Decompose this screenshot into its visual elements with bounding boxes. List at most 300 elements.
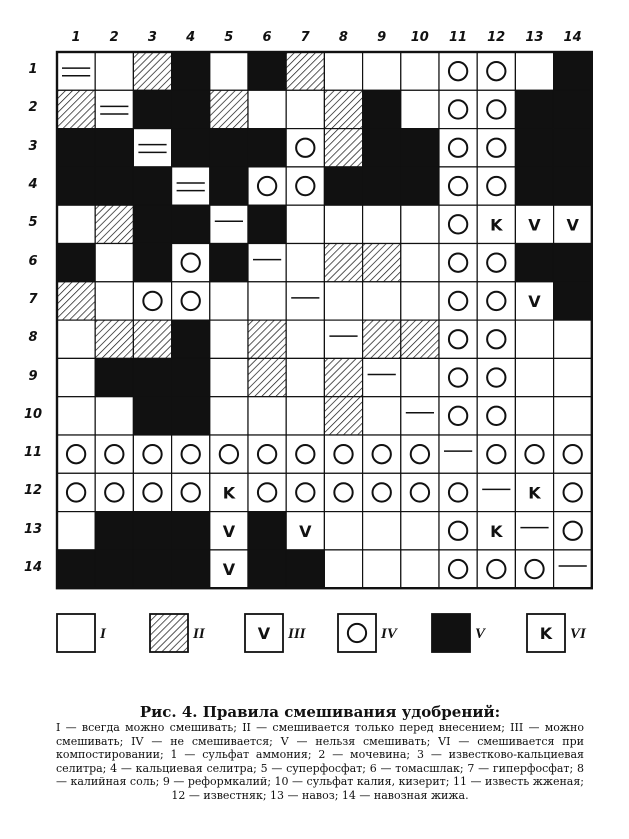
black-fill [286,550,324,588]
matrix-cell [57,205,95,243]
matrix-cell [286,473,324,511]
matrix-cell [133,512,171,550]
black-fill [133,512,171,550]
black-fill [133,205,171,243]
black-fill [57,167,95,205]
column-header: 6 [262,30,272,45]
matrix-cell [363,90,401,128]
matrix-cell [248,512,286,550]
matrix-cell [172,435,210,473]
black-fill [363,90,401,128]
row-header: 10 [23,406,43,422]
matrix-cell [554,320,592,358]
matrix-cell [401,397,439,435]
matrix-cell [554,473,592,511]
legend-swatch [245,614,283,652]
black-fill [515,90,553,128]
matrix-cell [248,129,286,167]
hatch-fill [210,90,248,128]
matrix-cell [477,282,515,320]
black-fill [248,550,286,588]
black-fill [515,167,553,205]
matrix-cell [401,90,439,128]
matrix-cell [172,282,210,320]
black-fill [401,167,439,205]
row-header: 14 [23,560,43,576]
matrix-cell [133,435,171,473]
matrix-cell [477,435,515,473]
matrix-cell [286,358,324,396]
matrix-cell [248,397,286,435]
column-header: 10 [410,30,429,45]
matrix-cell [439,129,477,167]
matrix-cell [401,320,439,358]
black-fill [172,129,210,167]
matrix-cell [286,244,324,282]
matrix-cell [439,435,477,473]
matrix-cell [210,167,248,205]
black-fill [363,129,401,167]
k-symbol: K [528,483,541,503]
matrix-cell [133,358,171,396]
matrix-cell [515,167,553,205]
matrix-cell [363,320,401,358]
matrix-cell [363,52,401,90]
matrix-cell [515,358,553,396]
matrix-cell [515,397,553,435]
legend-swatch [150,614,188,652]
matrix-cell [172,244,210,282]
matrix-cell [401,167,439,205]
black-fill [95,167,133,205]
hatch-fill [57,282,95,320]
matrix-cell [172,512,210,550]
matrix-cell [363,512,401,550]
black-fill [95,129,133,167]
k-symbol: K [539,624,553,643]
matrix-cell [286,282,324,320]
black-fill [172,205,210,243]
black-fill [95,512,133,550]
legend-label: VI [570,626,586,642]
matrix-cell [554,90,592,128]
matrix-cell [554,397,592,435]
matrix-cell [363,244,401,282]
matrix-cell [286,435,324,473]
matrix-cell [133,397,171,435]
column-header: 2 [109,30,119,45]
matrix-cell [324,244,362,282]
matrix-cell [248,550,286,588]
matrix-cell [133,550,171,588]
matrix-cell [439,512,477,550]
black-fill [133,90,171,128]
legend-label: V [475,626,486,642]
figure-caption: Рис. 4. Правила смешивания удобрений: [139,703,501,721]
matrix-cell [248,358,286,396]
matrix-cell [286,512,324,550]
black-fill [210,129,248,167]
black-fill [515,129,553,167]
matrix-cell [286,129,324,167]
row-header: 9 [28,368,38,384]
matrix-cell [439,397,477,435]
matrix-cell [554,244,592,282]
matrix-cell [210,205,248,243]
hatch-fill [324,129,362,167]
legend-label: IV [381,626,397,642]
matrix-cell [133,129,171,167]
matrix-cell [57,167,95,205]
matrix-cell [324,397,362,435]
v-symbol: V [566,215,579,235]
matrix-cell [324,129,362,167]
black-fill [554,52,592,90]
black-fill [554,90,592,128]
matrix-cell [363,550,401,588]
black-fill [172,512,210,550]
matrix-cell [363,205,401,243]
matrix-cell [210,512,248,550]
legend-swatch [527,614,565,652]
matrix-cell [172,397,210,435]
matrix-cell [324,550,362,588]
matrix-cell [324,52,362,90]
column-header: 14 [563,30,582,45]
matrix-cell [286,320,324,358]
matrix-cell [133,320,171,358]
matrix-cell [95,512,133,550]
hatch-fill [324,397,362,435]
matrix-cell [515,473,553,511]
matrix-cell [286,550,324,588]
matrix-cell [57,52,95,90]
matrix-cell [439,320,477,358]
row-header: 3 [28,138,38,154]
black-fill [133,244,171,282]
matrix-cell [515,282,553,320]
matrix-cell [439,550,477,588]
matrix-cell [515,52,553,90]
matrix-cell [172,167,210,205]
row-header: 7 [28,291,38,307]
matrix-cell [57,397,95,435]
matrix-cell [554,167,592,205]
matrix-cell [95,167,133,205]
black-fill [133,397,171,435]
v-symbol: V [528,215,541,235]
matrix-cell [515,129,553,167]
matrix-cell [401,512,439,550]
matrix-cell [286,52,324,90]
legend-swatch [432,614,470,652]
hatch-fill [363,320,401,358]
matrix-cell [401,550,439,588]
matrix-cell [210,52,248,90]
v-symbol: V [222,560,236,580]
black-fill [95,550,133,588]
matrix-cell [172,90,210,128]
matrix-cell [324,435,362,473]
matrix-cell [515,90,553,128]
legend-swatch [338,614,376,652]
black-fill [210,167,248,205]
legend-label: I [100,626,106,642]
matrix-cell [286,167,324,205]
hatch-fill [324,90,362,128]
matrix-cell [57,129,95,167]
matrix-cell [248,320,286,358]
matrix-cell [133,52,171,90]
black-fill [95,358,133,396]
hatch-fill [286,52,324,90]
black-fill [57,129,95,167]
black-fill [172,52,210,90]
hatch-fill [401,320,439,358]
matrix-cell [57,512,95,550]
matrix-cell [324,358,362,396]
matrix-cell [554,512,592,550]
matrix-cell [57,435,95,473]
k-symbol: K [490,215,503,235]
matrix-cell [515,435,553,473]
row-header: 8 [28,330,38,346]
matrix-cell [286,205,324,243]
matrix-cell [57,550,95,588]
k-symbol: K [222,483,236,503]
black-fill [210,244,248,282]
column-header: 4 [186,30,196,45]
matrix-cell [439,205,477,243]
v-symbol: V [528,291,541,311]
hatch-fill [57,90,95,128]
matrix-cell [554,358,592,396]
black-fill [401,129,439,167]
matrix-cell [57,358,95,396]
hatch-fill [363,244,401,282]
matrix-cell [554,129,592,167]
black-fill [363,167,401,205]
matrix-cell [554,52,592,90]
matrix-cell [477,320,515,358]
matrix-cell [210,320,248,358]
matrix-cell [401,473,439,511]
black-fill [133,550,171,588]
matrix-cell [133,90,171,128]
figure-legend-text: I — всегда можно смешивать; II — смешивается только перед внесением; III — можно смешивать; IV — не смешивается; V — нельзя смешивать; VI — смешивается при компостировании; 1 — сульфат аммония; 2 — мочевина; 3 — известково-кальциевая селитра; 4 — кальциевая селитра; 5 — суперфосфат; 6 — томасшлак; 7 — гиперфосфат; 8 — калийная соль; 9 — реформкалий; 10 — сульфат калия, кизерит; 11 — известь жженая; 12 — известняк; 13 — навоз; 14 — навозная жижа. [56,721,584,802]
matrix-cell [477,52,515,90]
row-header: 4 [28,177,38,193]
matrix-cell [401,129,439,167]
column-header: 3 [147,30,157,45]
matrix-cell [401,244,439,282]
matrix-cell [401,435,439,473]
black-fill [432,614,470,652]
matrix-cell [210,473,248,511]
matrix-cell [210,435,248,473]
matrix-cell [515,244,553,282]
column-header: 9 [377,30,387,45]
column-header: 1 [71,30,81,45]
matrix-cell [477,473,515,511]
matrix-cell [324,90,362,128]
matrix-cell [515,205,553,243]
matrix-cell [210,550,248,588]
black-fill [515,244,553,282]
black-fill [57,244,95,282]
matrix-cell [172,473,210,511]
matrix-cell [57,90,95,128]
matrix-cell [95,205,133,243]
black-fill [554,244,592,282]
matrix-cell [324,473,362,511]
black-fill [133,167,171,205]
matrix-cell [172,52,210,90]
matrix-cell [439,244,477,282]
matrix-cell [57,244,95,282]
matrix-cell [133,282,171,320]
matrix-cell [554,282,592,320]
matrix-cell [95,52,133,90]
matrix-cell [477,244,515,282]
matrix-cell [95,435,133,473]
black-fill [172,90,210,128]
black-fill [248,205,286,243]
matrix-cell [172,550,210,588]
hatch-fill [150,614,188,652]
black-fill [172,397,210,435]
column-header: 13 [525,30,544,45]
matrix-cell [363,282,401,320]
matrix-cell [248,435,286,473]
matrix-cell [133,244,171,282]
matrix-cell [401,282,439,320]
matrix-cell [95,397,133,435]
matrix-cell [401,52,439,90]
matrix-cell [210,129,248,167]
legend-label: III [288,626,306,642]
legend-swatch [57,614,95,652]
black-fill [554,167,592,205]
black-fill [172,550,210,588]
matrix-cell [439,282,477,320]
black-fill [57,550,95,588]
matrix-cell [57,282,95,320]
matrix-cell [248,90,286,128]
black-fill [172,320,210,358]
v-symbol: V [299,521,312,541]
matrix-cell [363,435,401,473]
matrix-cell [439,90,477,128]
matrix-cell [401,358,439,396]
matrix-cell [324,167,362,205]
matrix-cell [95,90,133,128]
column-header: 8 [338,30,348,45]
matrix-cell [172,320,210,358]
matrix-cell [324,205,362,243]
matrix-cell [554,205,592,243]
row-header: 11 [23,445,43,461]
hatch-fill [248,320,286,358]
hatch-fill [248,358,286,396]
matrix-cell [133,167,171,205]
matrix-cell [95,358,133,396]
matrix-cell [210,244,248,282]
row-header: 5 [28,215,38,231]
hatch-fill [324,244,362,282]
matrix-cell [439,473,477,511]
matrix-cell [286,397,324,435]
matrix-cell [363,473,401,511]
matrix-cell [172,129,210,167]
matrix-cell [248,205,286,243]
matrix-cell [477,397,515,435]
column-header: 7 [300,30,310,45]
matrix-cell [324,512,362,550]
matrix-cell [554,435,592,473]
black-fill [324,167,362,205]
matrix-cell [439,167,477,205]
matrix-cell [57,473,95,511]
matrix-cell [401,205,439,243]
black-fill [133,358,171,396]
matrix-cell [57,320,95,358]
row-header: 6 [28,253,38,269]
v-symbol: V [257,624,271,643]
matrix-cell [477,205,515,243]
matrix-cell [210,397,248,435]
column-header: 11 [448,30,468,45]
k-symbol: K [490,521,503,541]
hatch-fill [95,320,133,358]
matrix-cell [477,358,515,396]
matrix-cell [363,167,401,205]
matrix-cell [95,320,133,358]
matrix-cell [248,244,286,282]
matrix-cell [324,282,362,320]
matrix-cell [515,320,553,358]
matrix-cell [210,358,248,396]
hatch-fill [133,320,171,358]
matrix-cell [95,244,133,282]
column-header: 5 [224,30,234,45]
hatch-fill [95,205,133,243]
matrix-cell [172,358,210,396]
hatch-fill [133,52,171,90]
black-fill [554,282,592,320]
matrix-cell [363,397,401,435]
black-fill [248,52,286,90]
matrix-cell [95,550,133,588]
matrix-cell [477,129,515,167]
hatch-fill [324,358,362,396]
matrix-cell [477,512,515,550]
matrix-cell [554,550,592,588]
matrix-cell [477,550,515,588]
matrix-cell [477,90,515,128]
matrix-cell [363,129,401,167]
matrix-cell [248,473,286,511]
matrix-cell [477,167,515,205]
v-symbol: V [222,521,236,541]
matrix-cell [95,282,133,320]
matrix-cell [95,129,133,167]
row-header: 12 [23,483,43,499]
matrix-cell [515,550,553,588]
row-header: 1 [28,62,38,78]
matrix-cell [172,205,210,243]
matrix-cell [439,52,477,90]
